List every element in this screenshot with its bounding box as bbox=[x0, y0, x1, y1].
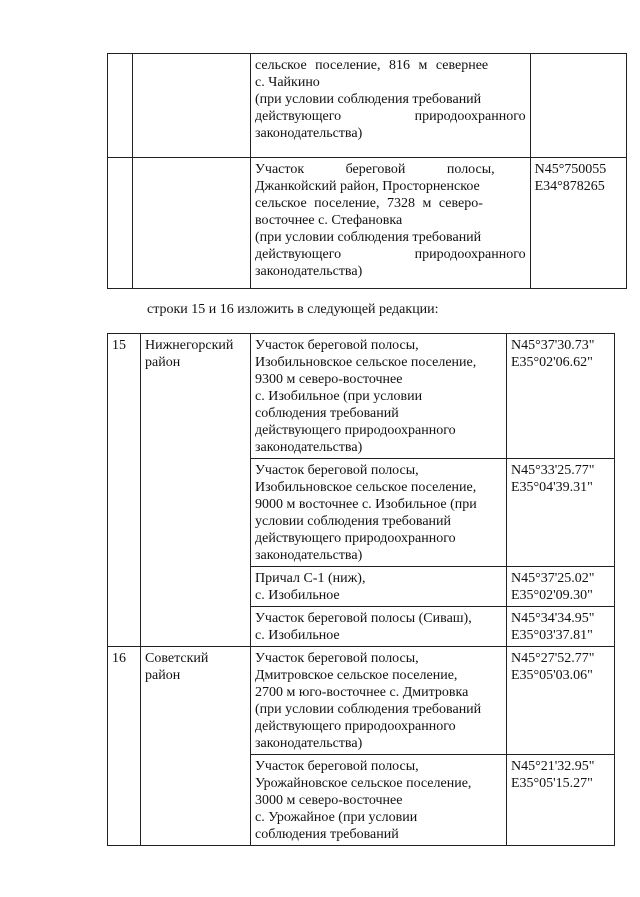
description-line: с. Изобильное (при условии bbox=[255, 389, 423, 404]
description-line: (при условии соблюдения требований bbox=[255, 702, 482, 717]
latitude: N45°750055 bbox=[534, 162, 607, 177]
description-cell bbox=[251, 607, 507, 647]
description-line: Изобильновское сельское поселение, bbox=[255, 480, 477, 495]
latitude: N45°21'32.95" bbox=[511, 759, 595, 774]
description-line: 9000 м восточнее с. Изобильное (при bbox=[255, 497, 477, 512]
description-line: Участок береговой полосы, bbox=[255, 759, 419, 774]
description-line: Джанкойский район, Просторненское bbox=[255, 179, 480, 194]
table-row bbox=[108, 158, 627, 289]
description-line: (при условии соблюдения требований bbox=[255, 92, 482, 107]
coordinates-cell bbox=[507, 334, 615, 459]
row-number-cell bbox=[108, 54, 133, 158]
description-cell bbox=[251, 334, 507, 459]
description-cell bbox=[251, 459, 507, 567]
district-cell bbox=[141, 334, 251, 647]
description-line: восточнее с. Стефановка bbox=[255, 213, 403, 228]
description-line: условии соблюдения требований bbox=[255, 514, 452, 529]
description-line: Дмитровское сельское поселение, bbox=[255, 668, 458, 683]
description-line: действующего природоохранного bbox=[255, 109, 526, 124]
longitude: E35°02'09.30" bbox=[511, 588, 593, 603]
description-line: действующего природоохранного bbox=[255, 719, 456, 734]
coordinates-cell bbox=[507, 567, 615, 607]
row-number-cell: 16 bbox=[108, 647, 141, 846]
longitude: E35°05'03.06" bbox=[511, 668, 593, 683]
latitude: N45°33'25.77" bbox=[511, 463, 595, 478]
description-line: Изобильновское сельское поселение, bbox=[255, 355, 477, 370]
row-number-cell bbox=[108, 158, 133, 289]
district-line: район bbox=[145, 355, 181, 370]
description-line: законодательства) bbox=[255, 736, 363, 751]
description-line: с. Чайкино bbox=[255, 75, 320, 90]
description-line: Участок береговой полосы, bbox=[255, 338, 419, 353]
coordinates-cell bbox=[530, 54, 626, 158]
district-cell bbox=[141, 647, 251, 846]
description-line: Урожайновское сельское поселение, bbox=[255, 776, 472, 791]
row-number-cell: 15 bbox=[108, 334, 141, 647]
description-line: 2700 м юго-восточнее с. Дмитровка bbox=[255, 685, 469, 700]
latitude: N45°37'25.02" bbox=[511, 571, 595, 586]
longitude: E35°02'06.62" bbox=[511, 355, 593, 370]
coordinates-cell bbox=[507, 647, 615, 755]
district-line: Советский bbox=[145, 651, 209, 666]
description-cell bbox=[251, 755, 507, 846]
description-line: законодательства) bbox=[255, 126, 363, 141]
description-line: действующего природоохранного bbox=[255, 531, 456, 546]
longitude: E34°878265 bbox=[534, 179, 605, 194]
description-line: сельское поселение, 816 м севернее bbox=[255, 58, 489, 73]
description-cell bbox=[251, 567, 507, 607]
description-line: законодательства) bbox=[255, 548, 363, 563]
description-line: с. Урожайное (при условии bbox=[255, 810, 418, 825]
description-cell bbox=[251, 54, 531, 158]
description-line: с. Изобильное bbox=[255, 628, 340, 643]
description-line: действующего природоохранного bbox=[255, 247, 526, 262]
description-line: Причал С-1 (ниж), bbox=[255, 571, 366, 586]
description-line: Участок береговой полосы, bbox=[255, 651, 419, 666]
description-line: Участок береговой полосы (Сиваш), bbox=[255, 611, 472, 626]
district-cell bbox=[133, 54, 251, 158]
longitude: E35°04'39.31" bbox=[511, 480, 593, 495]
coordinates-cell bbox=[507, 607, 615, 647]
district-line: Нижнегорский bbox=[145, 338, 234, 353]
table-row bbox=[108, 334, 615, 459]
description-line: с. Изобильное bbox=[255, 588, 340, 603]
description-line: соблюдения требований bbox=[255, 827, 399, 842]
coordinates-cell bbox=[507, 459, 615, 567]
description-line: Участок береговой полосы, bbox=[255, 463, 419, 478]
description-line: 3000 м северо-восточнее bbox=[255, 793, 403, 808]
longitude: E35°05'15.27" bbox=[511, 776, 593, 791]
top-table bbox=[107, 53, 627, 289]
table-row bbox=[108, 647, 615, 755]
district-cell bbox=[133, 158, 251, 289]
table-row bbox=[108, 54, 627, 158]
description-line: действующего природоохранного bbox=[255, 423, 456, 438]
district-line: район bbox=[145, 668, 181, 683]
description-cell bbox=[251, 647, 507, 755]
description-cell bbox=[251, 158, 531, 289]
description-line: сельское поселение, 7328 м северо- bbox=[255, 196, 483, 211]
description-line: (при условии соблюдения требований bbox=[255, 230, 482, 245]
description-line: законодательства) bbox=[255, 264, 363, 279]
latitude: N45°37'30.73" bbox=[511, 338, 595, 353]
description-line: законодательства) bbox=[255, 440, 363, 455]
latitude: N45°27'52.77" bbox=[511, 651, 595, 666]
coordinates-cell bbox=[530, 158, 626, 289]
bottom-table bbox=[107, 333, 615, 846]
description-line: 9300 м северо-восточнее bbox=[255, 372, 403, 387]
instruction-text: строки 15 и 16 изложить в следующей редакции: bbox=[147, 302, 439, 317]
longitude: E35°03'37.81" bbox=[511, 628, 593, 643]
latitude: N45°34'34.95" bbox=[511, 611, 595, 626]
description-line: соблюдения требований bbox=[255, 406, 399, 421]
description-line: Участок береговой полосы, bbox=[255, 162, 495, 177]
coordinates-cell bbox=[507, 755, 615, 846]
